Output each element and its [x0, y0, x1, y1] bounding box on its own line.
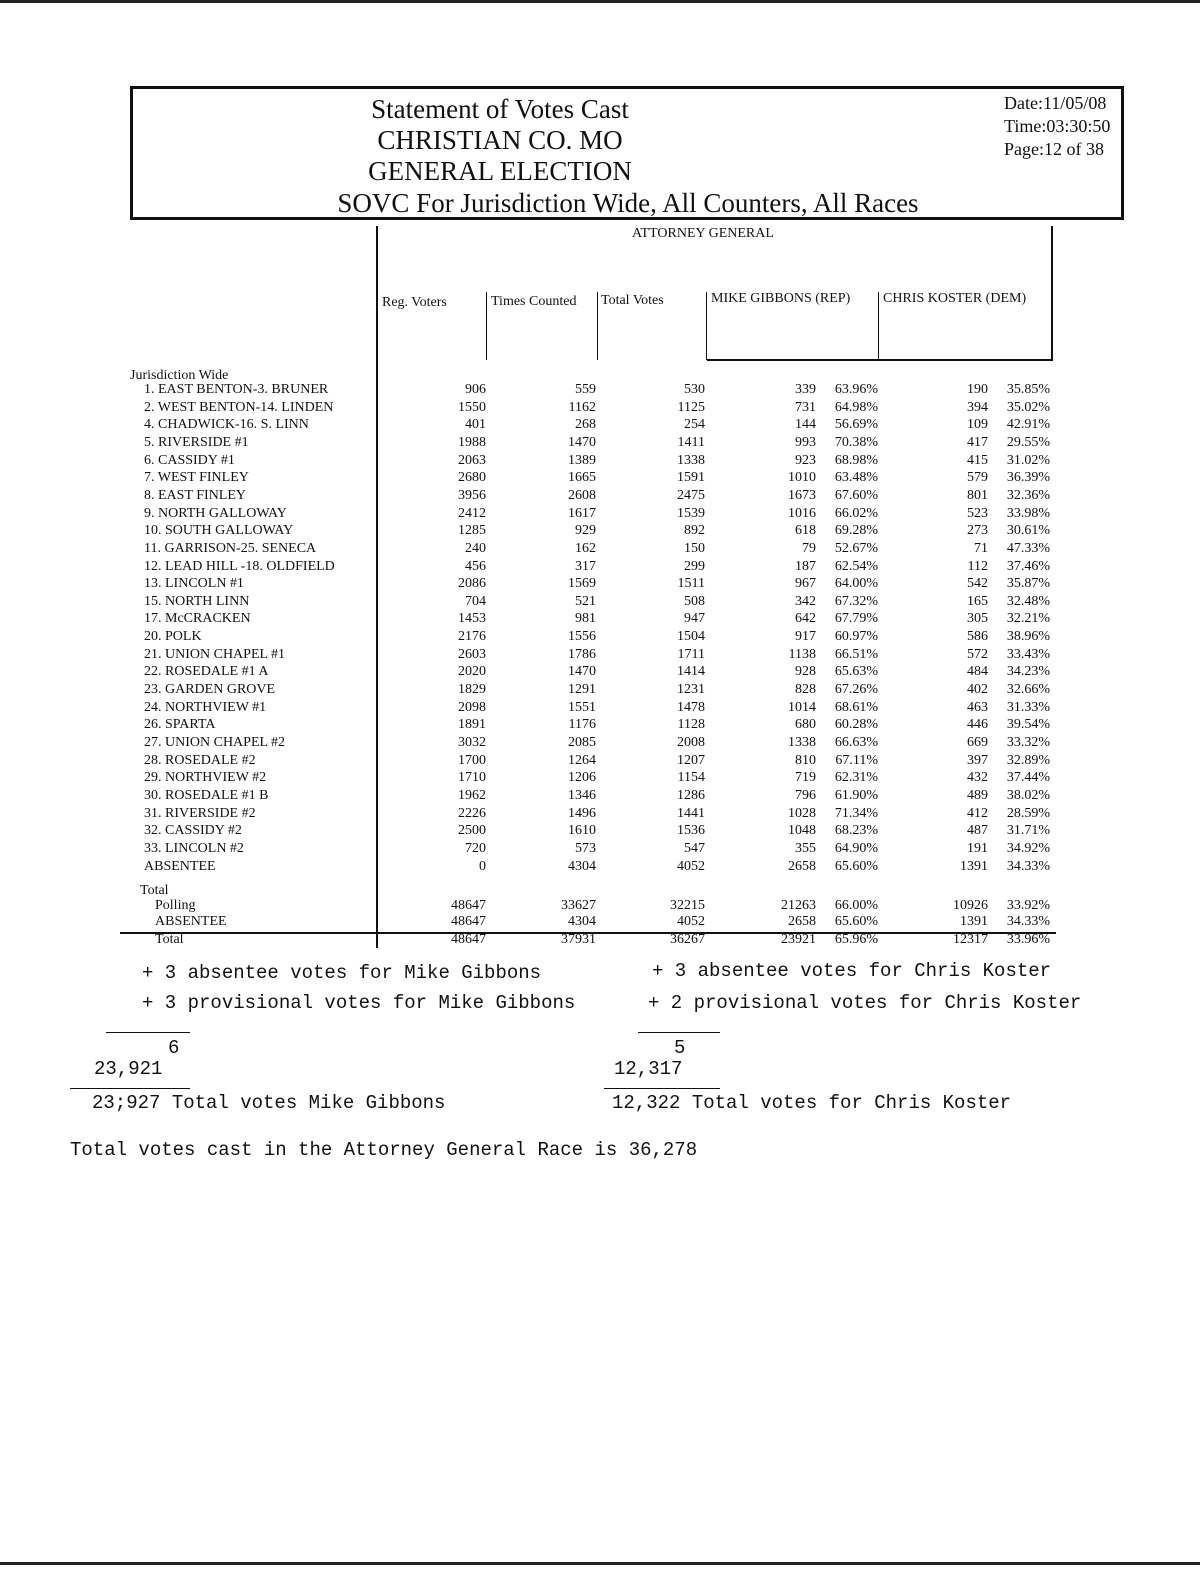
precinct-row-label: 31. RIVERSIDE #2 [144, 806, 256, 821]
precinct-row-label: 21. UNION CHAPEL #1 [144, 647, 286, 662]
precinct-row-label: 30. ROSEDALE #1 B [144, 788, 269, 803]
precinct-row-k-pct: 34.92% [1006, 841, 1050, 856]
precinct-row-times: 929 [575, 523, 596, 538]
precinct-row-total: 1539 [677, 506, 705, 521]
precinct-row-k-votes: 112 [967, 559, 988, 574]
total-absentee-row-times: 4304 [568, 914, 596, 929]
precinct-row-k-pct: 47.33% [1006, 541, 1050, 556]
total-absentee-row-total: 4052 [677, 914, 705, 929]
note-koster-provisional: + 2 provisional votes for Chris Koster [648, 992, 1082, 1014]
precinct-row-times: 1617 [568, 506, 596, 521]
precinct-row-g-pct: 71.34% [834, 806, 878, 821]
precinct-row-reg: 2098 [458, 700, 486, 715]
precinct-row-k-votes: 71 [974, 541, 988, 556]
precinct-row-k-votes: 487 [967, 823, 988, 838]
precinct-row-g-votes: 618 [795, 523, 816, 538]
grand-total-row-g-votes: 23921 [781, 932, 816, 947]
precinct-row-k-pct: 35.85% [1006, 382, 1050, 397]
precinct-row-reg: 2176 [458, 629, 486, 644]
precinct-row-g-votes: 1673 [788, 488, 816, 503]
precinct-row-reg: 2680 [458, 470, 486, 485]
precinct-row-g-votes: 79 [802, 541, 816, 556]
precinct-row-total: 547 [684, 841, 705, 856]
precinct-row-times: 1470 [568, 664, 596, 679]
report-page: Page:12 of 38 [1004, 139, 1104, 159]
precinct-row-reg: 1829 [458, 682, 486, 697]
precinct-row-k-votes: 394 [967, 400, 988, 415]
precinct-row-g-votes: 928 [795, 664, 816, 679]
precinct-row-g-votes: 731 [795, 400, 816, 415]
precinct-row-total: 4052 [677, 859, 705, 874]
precinct-row-k-votes: 432 [967, 770, 988, 785]
precinct-row-g-pct: 62.31% [834, 770, 878, 785]
precinct-row-total: 508 [684, 594, 705, 609]
precinct-row-k-pct: 34.23% [1006, 664, 1050, 679]
precinct-row-total: 1591 [677, 470, 705, 485]
precinct-row-g-pct: 67.11% [835, 753, 878, 768]
precinct-row-label: 24. NORTHVIEW #1 [144, 700, 267, 715]
precinct-row-g-votes: 719 [795, 770, 816, 785]
precinct-row-label: 4. CHADWICK-16. S. LINN [144, 417, 309, 432]
precinct-row-k-pct: 32.48% [1006, 594, 1050, 609]
grand-total-row-total: 36267 [670, 932, 705, 947]
precinct-row-reg: 704 [465, 594, 486, 609]
precinct-row-reg: 240 [465, 541, 486, 556]
precinct-row-label: 33. LINCOLN #2 [144, 841, 244, 856]
precinct-row-g-votes: 1016 [788, 506, 816, 521]
precinct-row-total: 947 [684, 611, 705, 626]
precinct-row-k-votes: 542 [967, 576, 988, 591]
table-left-rule [376, 226, 378, 948]
report-date: Date:11/05/08 [1004, 93, 1107, 113]
precinct-row-g-pct: 67.79% [834, 611, 878, 626]
precinct-row-times: 1551 [568, 700, 596, 715]
total-polling-row-k-pct: 33.92% [1006, 898, 1050, 913]
precinct-row-total: 1286 [677, 788, 705, 803]
precinct-row-total: 1414 [677, 664, 705, 679]
precinct-row-g-pct: 65.60% [834, 859, 878, 874]
precinct-row-reg: 1891 [458, 717, 486, 732]
precinct-row-g-pct: 66.63% [834, 735, 878, 750]
precinct-row-label: 22. ROSEDALE #1 A [144, 664, 269, 679]
totals-label: Total [140, 883, 169, 898]
precinct-row-g-votes: 796 [795, 788, 816, 803]
precinct-row-g-votes: 1010 [788, 470, 816, 485]
precinct-row-reg: 1700 [458, 753, 486, 768]
precinct-row-label: 6. CASSIDY #1 [144, 453, 235, 468]
precinct-row-label: 12. LEAD HILL -18. OLDFIELD [144, 559, 335, 574]
table-right-rule [1051, 226, 1053, 361]
precinct-row-k-votes: 417 [967, 435, 988, 450]
precinct-row-label: 5. RIVERSIDE #1 [144, 435, 249, 450]
precinct-row-times: 521 [575, 594, 596, 609]
precinct-row-k-votes: 402 [967, 682, 988, 697]
precinct-row-times: 1665 [568, 470, 596, 485]
precinct-row-total: 1128 [677, 717, 705, 732]
total-polling-row-g-votes: 21263 [781, 898, 816, 913]
precinct-row-k-pct: 32.21% [1006, 611, 1050, 626]
gibbons-sum-rule [70, 1088, 190, 1089]
total-polling-row-reg: 48647 [451, 898, 486, 913]
precinct-row-times: 1470 [568, 435, 596, 450]
precinct-row-total: 1207 [677, 753, 705, 768]
precinct-row-g-pct: 52.67% [834, 541, 878, 556]
precinct-row-k-votes: 165 [967, 594, 988, 609]
precinct-row-k-votes: 489 [967, 788, 988, 803]
precinct-row-label: 20. POLK [144, 629, 202, 644]
precinct-row-g-pct: 64.90% [834, 841, 878, 856]
precinct-row-k-pct: 33.32% [1006, 735, 1050, 750]
precinct-row-label: 27. UNION CHAPEL #2 [144, 735, 286, 750]
precinct-row-total: 1536 [677, 823, 705, 838]
precinct-row-g-pct: 67.60% [834, 488, 878, 503]
precinct-row-g-pct: 56.69% [834, 417, 878, 432]
race-title: ATTORNEY GENERAL [632, 226, 774, 241]
grand-total-row-k-votes: 12317 [953, 932, 988, 947]
precinct-row-k-votes: 484 [967, 664, 988, 679]
precinct-row-total: 1231 [677, 682, 705, 697]
precinct-row-g-votes: 339 [795, 382, 816, 397]
precinct-row-g-pct: 67.26% [834, 682, 878, 697]
precinct-row-label: ABSENTEE [144, 859, 216, 874]
report-time: Time:03:30:50 [1004, 116, 1111, 136]
total-polling-row-label: Polling [155, 898, 196, 913]
col-rule-times [486, 292, 487, 360]
precinct-row-k-votes: 415 [967, 453, 988, 468]
gibbons-added-votes: 6 [168, 1037, 180, 1059]
grand-total-row-times: 37931 [561, 932, 596, 947]
precinct-row-g-votes: 923 [795, 453, 816, 468]
precinct-row-k-pct: 39.54% [1006, 717, 1050, 732]
page-bottom-edge [0, 1562, 1200, 1565]
precinct-row-k-pct: 37.44% [1006, 770, 1050, 785]
total-polling-row-total: 32215 [670, 898, 705, 913]
precinct-row-total: 1711 [677, 647, 705, 662]
precinct-row-times: 4304 [568, 859, 596, 874]
precinct-row-g-pct: 60.28% [834, 717, 878, 732]
precinct-row-label: 11. GARRISON-25. SENECA [144, 541, 317, 556]
precinct-row-g-pct: 70.38% [834, 435, 878, 450]
precinct-row-g-votes: 828 [795, 682, 816, 697]
precinct-row-k-pct: 32.66% [1006, 682, 1050, 697]
precinct-row-label: 9. NORTH GALLOWAY [144, 506, 287, 521]
koster-added-votes: 5 [674, 1037, 686, 1059]
total-absentee-row-label: ABSENTEE [155, 914, 227, 929]
precinct-row-k-pct: 33.98% [1006, 506, 1050, 521]
precinct-row-times: 2608 [568, 488, 596, 503]
precinct-row-g-pct: 67.32% [834, 594, 878, 609]
precinct-row-label: 26. SPARTA [144, 717, 216, 732]
precinct-row-total: 2008 [677, 735, 705, 750]
precinct-row-k-votes: 446 [967, 717, 988, 732]
precinct-row-times: 1291 [568, 682, 596, 697]
precinct-row-times: 1496 [568, 806, 596, 821]
precinct-row-times: 1786 [568, 647, 596, 662]
precinct-row-g-votes: 1048 [788, 823, 816, 838]
gibbons-sum-rule-top [106, 1032, 190, 1033]
precinct-row-label: 23. GARDEN GROVE [144, 682, 276, 697]
precinct-row-k-pct: 34.33% [1006, 859, 1050, 874]
precinct-row-k-pct: 30.61% [1006, 523, 1050, 538]
koster-sum-rule-top [638, 1032, 720, 1033]
grand-total-row-label: Total [155, 932, 184, 947]
col-header-koster: CHRIS KOSTER (DEM) [883, 291, 1027, 306]
precinct-row-g-votes: 967 [795, 576, 816, 591]
col-header-reg-voters: Reg. Voters [382, 295, 447, 310]
total-absentee-row-g-pct: 65.60% [834, 914, 878, 929]
col-header-gibbons: MIKE GIBBONS (REP) [711, 291, 851, 306]
precinct-row-label: 13. LINCOLN #1 [144, 576, 244, 591]
precinct-row-k-pct: 36.39% [1006, 470, 1050, 485]
precinct-row-g-pct: 69.28% [834, 523, 878, 538]
total-absentee-row-k-votes: 1391 [960, 914, 988, 929]
precinct-row-label: 28. ROSEDALE #2 [144, 753, 256, 768]
election-name: GENERAL ELECTION [368, 156, 632, 186]
precinct-row-total: 1125 [677, 400, 705, 415]
precinct-row-k-pct: 32.89% [1006, 753, 1050, 768]
precinct-row-k-pct: 31.71% [1006, 823, 1050, 838]
precinct-row-times: 1176 [568, 717, 596, 732]
precinct-row-k-votes: 305 [967, 611, 988, 626]
precinct-row-g-votes: 144 [795, 417, 816, 432]
precinct-row-total: 1504 [677, 629, 705, 644]
precinct-row-g-votes: 187 [795, 559, 816, 574]
precinct-row-k-pct: 38.96% [1006, 629, 1050, 644]
precinct-row-times: 1556 [568, 629, 596, 644]
precinct-row-g-votes: 1338 [788, 735, 816, 750]
precinct-row-g-pct: 63.96% [834, 382, 878, 397]
precinct-row-k-pct: 35.02% [1006, 400, 1050, 415]
precinct-row-times: 1389 [568, 453, 596, 468]
precinct-row-g-votes: 993 [795, 435, 816, 450]
precinct-row-total: 1511 [677, 576, 705, 591]
precinct-row-g-votes: 1138 [788, 647, 816, 662]
precinct-row-k-votes: 1391 [960, 859, 988, 874]
precinct-row-reg: 2226 [458, 806, 486, 821]
precinct-row-g-pct: 68.61% [834, 700, 878, 715]
precinct-row-label: 8. EAST FINLEY [144, 488, 247, 503]
koster-base-votes: 12,317 [614, 1058, 683, 1080]
precinct-row-label: 32. CASSIDY #2 [144, 823, 242, 838]
precinct-row-k-votes: 412 [967, 806, 988, 821]
precinct-row-reg: 2412 [458, 506, 486, 521]
precinct-row-k-pct: 35.87% [1006, 576, 1050, 591]
koster-sum-rule [604, 1088, 720, 1089]
page-top-edge [0, 0, 1200, 3]
precinct-row-total: 892 [684, 523, 705, 538]
col-rule-total [597, 292, 598, 360]
precinct-row-k-votes: 586 [967, 629, 988, 644]
precinct-row-g-pct: 68.23% [834, 823, 878, 838]
precinct-row-g-pct: 61.90% [834, 788, 878, 803]
precinct-row-k-pct: 32.36% [1006, 488, 1050, 503]
total-polling-row-times: 33627 [561, 898, 596, 913]
precinct-row-times: 559 [575, 382, 596, 397]
precinct-row-g-votes: 642 [795, 611, 816, 626]
precinct-row-reg: 456 [465, 559, 486, 574]
precinct-row-g-votes: 1014 [788, 700, 816, 715]
precinct-row-g-votes: 917 [795, 629, 816, 644]
race-total-statement: Total votes cast in the Attorney General Race is 36,278 [70, 1139, 698, 1161]
precinct-row-times: 1569 [568, 576, 596, 591]
precinct-row-reg: 1988 [458, 435, 486, 450]
precinct-row-k-votes: 191 [967, 841, 988, 856]
grand-total-rule [120, 932, 1056, 934]
precinct-row-label: 15. NORTH LINN [144, 594, 250, 609]
precinct-row-k-pct: 29.55% [1006, 435, 1050, 450]
gibbons-total-votes: 23;927 Total votes Mike Gibbons [92, 1092, 446, 1114]
koster-total-votes: 12,322 Total votes for Chris Koster [612, 1092, 1012, 1114]
precinct-row-g-votes: 342 [795, 594, 816, 609]
precinct-row-total: 254 [684, 417, 705, 432]
col-rule-koster [878, 292, 879, 360]
report-subtitle: SOVC For Jurisdiction Wide, All Counters, All Races [337, 188, 919, 218]
grand-total-row-k-pct: 33.96% [1006, 932, 1050, 947]
precinct-row-total: 530 [684, 382, 705, 397]
precinct-row-reg: 720 [465, 841, 486, 856]
precinct-row-reg: 1710 [458, 770, 486, 785]
precinct-row-k-votes: 572 [967, 647, 988, 662]
total-absentee-row-g-votes: 2658 [788, 914, 816, 929]
precinct-row-reg: 2086 [458, 576, 486, 591]
precinct-row-times: 317 [575, 559, 596, 574]
precinct-row-reg: 3032 [458, 735, 486, 750]
precinct-row-k-votes: 273 [967, 523, 988, 538]
note-gibbons-provisional: + 3 provisional votes for Mike Gibbons [142, 992, 576, 1014]
precinct-row-k-pct: 33.43% [1006, 647, 1050, 662]
precinct-row-k-pct: 31.02% [1006, 453, 1050, 468]
precinct-row-g-pct: 64.98% [834, 400, 878, 415]
precinct-row-k-votes: 801 [967, 488, 988, 503]
total-polling-row-k-votes: 10926 [953, 898, 988, 913]
precinct-row-g-votes: 810 [795, 753, 816, 768]
precinct-row-times: 1346 [568, 788, 596, 803]
precinct-row-g-pct: 65.63% [834, 664, 878, 679]
precinct-row-total: 2475 [677, 488, 705, 503]
note-gibbons-absentee: + 3 absentee votes for Mike Gibbons [142, 962, 542, 984]
precinct-row-k-pct: 37.46% [1006, 559, 1050, 574]
precinct-row-label: 1. EAST BENTON-3. BRUNER [144, 382, 329, 397]
precinct-row-total: 1154 [677, 770, 705, 785]
precinct-row-reg: 1453 [458, 611, 486, 626]
precinct-row-times: 1162 [568, 400, 596, 415]
precinct-row-times: 2085 [568, 735, 596, 750]
precinct-row-reg: 2020 [458, 664, 486, 679]
precinct-row-times: 981 [575, 611, 596, 626]
col-header-total-votes: Total Votes [601, 293, 664, 308]
precinct-row-k-pct: 28.59% [1006, 806, 1050, 821]
precinct-row-total: 1411 [677, 435, 705, 450]
candidate-header-underline [707, 359, 1052, 361]
precinct-row-total: 1478 [677, 700, 705, 715]
precinct-row-g-votes: 355 [795, 841, 816, 856]
precinct-row-reg: 2063 [458, 453, 486, 468]
precinct-row-reg: 3956 [458, 488, 486, 503]
precinct-row-times: 162 [575, 541, 596, 556]
precinct-row-k-votes: 109 [967, 417, 988, 432]
precinct-row-times: 1206 [568, 770, 596, 785]
precinct-row-g-votes: 2658 [788, 859, 816, 874]
precinct-row-g-pct: 62.54% [834, 559, 878, 574]
precinct-row-times: 268 [575, 417, 596, 432]
precinct-row-label: 29. NORTHVIEW #2 [144, 770, 267, 785]
precinct-row-reg: 2500 [458, 823, 486, 838]
grand-total-row-g-pct: 65.96% [834, 932, 878, 947]
col-rule-gibbons [706, 292, 707, 360]
precinct-row-reg: 1550 [458, 400, 486, 415]
total-absentee-row-k-pct: 34.33% [1006, 914, 1050, 929]
precinct-row-k-votes: 190 [967, 382, 988, 397]
precinct-row-reg: 1285 [458, 523, 486, 538]
precinct-row-total: 150 [684, 541, 705, 556]
precinct-row-times: 1610 [568, 823, 596, 838]
precinct-row-g-votes: 1028 [788, 806, 816, 821]
precinct-row-g-pct: 68.98% [834, 453, 878, 468]
precinct-row-times: 1264 [568, 753, 596, 768]
precinct-row-k-votes: 579 [967, 470, 988, 485]
gibbons-base-votes: 23,921 [94, 1058, 163, 1080]
precinct-row-k-pct: 42.91% [1006, 417, 1050, 432]
precinct-row-g-pct: 60.97% [834, 629, 878, 644]
precinct-row-k-votes: 523 [967, 506, 988, 521]
precinct-row-reg: 2603 [458, 647, 486, 662]
precinct-row-g-pct: 66.51% [834, 647, 878, 662]
precinct-row-total: 299 [684, 559, 705, 574]
county-name: CHRISTIAN CO. MO [377, 125, 623, 155]
precinct-row-k-votes: 397 [967, 753, 988, 768]
precinct-row-label: 17. McCRACKEN [144, 611, 251, 626]
precinct-row-g-pct: 66.02% [834, 506, 878, 521]
precinct-row-label: 2. WEST BENTON-14. LINDEN [144, 400, 334, 415]
precinct-row-k-pct: 38.02% [1006, 788, 1050, 803]
precinct-row-times: 573 [575, 841, 596, 856]
precinct-row-reg: 401 [465, 417, 486, 432]
precinct-row-k-votes: 463 [967, 700, 988, 715]
precinct-row-g-pct: 64.00% [834, 576, 878, 591]
section-label: Jurisdiction Wide [130, 368, 229, 383]
precinct-row-k-pct: 31.33% [1006, 700, 1050, 715]
precinct-row-label: 7. WEST FINLEY [144, 470, 249, 485]
note-koster-absentee: + 3 absentee votes for Chris Koster [652, 960, 1052, 982]
precinct-row-reg: 906 [465, 382, 486, 397]
precinct-row-g-votes: 680 [795, 717, 816, 732]
precinct-row-reg: 0 [479, 859, 486, 874]
precinct-row-total: 1338 [677, 453, 705, 468]
col-header-times-counted: Times Counted [491, 294, 577, 309]
precinct-row-total: 1441 [677, 806, 705, 821]
precinct-row-label: 10. SOUTH GALLOWAY [144, 523, 294, 538]
report-title: Statement of Votes Cast [371, 94, 629, 124]
precinct-row-g-pct: 63.48% [834, 470, 878, 485]
grand-total-row-reg: 48647 [451, 932, 486, 947]
precinct-row-reg: 1962 [458, 788, 486, 803]
precinct-row-k-votes: 669 [967, 735, 988, 750]
total-polling-row-g-pct: 66.00% [834, 898, 878, 913]
total-absentee-row-reg: 48647 [451, 914, 486, 929]
